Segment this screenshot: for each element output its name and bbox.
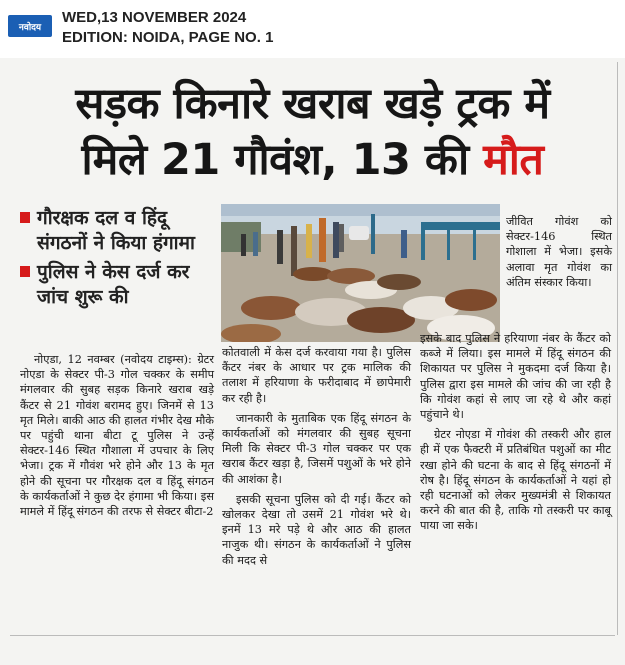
bullet-item [20,206,220,256]
headline-highlight: मौत [483,135,544,185]
headline-line-2-text: मिले 21 गौवंश, 13 की [81,135,469,185]
bullet-text: गौरक्षक दल व हिंदू संगठनों ने किया हंगामा [37,207,195,254]
article-paragraph: इसकी सूचना पुलिस को दी गई। कैंटर को खोलकर देखा तो उसमें 21 गोवंश भरे थे। इनमें 13 मरे पड़े थे और आठ की हालत नाजुक थी। संगठन के कार्यकर्ताओं ने पुलिस की मदद से [222,492,411,567]
article-paragraph: ग्रेटर नोएडा में गोवंश की तस्करी और हाल ही में एक फैक्टरी में प्रतिबंधित पशुओं का मीट रखा होने की घटना के बाद से हिंदू संगठनों में रोष है। हिंदू संगठन के कार्यकर्ताओं ने यहां हो रही घटनाओं को लेकर मुख्यमंत्री से शिकायत करने की बात की है, ताकि गो तस्करी पर काबू पाया जा सके। [420,428,611,533]
article-paragraph: इसके बाद पुलिस ने हरियाणा नंबर के कैंटर को कब्जे में लिया। इस मामले में हिंदू संगठन की शिकायत पर पुलिस ने मुकदमा दर्ज किया है। पुलिस द्वारा इस मामले की जांच की जा रही है कि गोवंश कहां से लाए जा रहे थे और कहां पहुंचाने थे। [420,332,611,422]
article-paragraph: जानकारी के मुताबिक एक हिंदू संगठन के कार्यकर्ताओं को मंगलवार की सुबह सूचना मिली कि सेक्टर पी-3 गोल चक्कर पर एक खराब कैंटर खड़ा है, जिसमें पशुओं के भरे होने की आशंका है। [222,411,411,486]
page-edge-divider [617,62,618,635]
bullet-item [20,260,220,310]
article-column-1: नोएडा, 12 नवम्बर (नवोदय टाइम्स): ग्रेटर नोएडा के सेक्टर पी-3 गोल चक्कर के समीप मंगलवार की सुबह सड़क किनारे खराब खड़े कैंटर से 21 गोवंश बरामद हुए। जिनमें से 13 मृत मिले। बाकी आठ की हालत गंभीर देख मौके पर पहुंची थाना बीटा टू पुलिस ने उन्हें सेक्टर-146 स्थित गौशाला में उपचार के लिए भेजा। ट्रक में गौवंश भरे होने और 13 के मृत होने की सूचना पर गौरक्षक दल व हिंदू संगठन के कार्यकर्ताओं ने कुछ देर हंगामा भी किया। इस मामले में हिंदू संगठन की तरफ से सेक्टर बीटा-2 [20,353,214,519]
bullet-square-icon [20,212,30,223]
edition-date: WED,13 NOVEMBER 2024 [62,9,247,26]
highlight-bullets [20,206,220,314]
article-column-3 [420,331,611,534]
bullet-square-icon [20,266,30,277]
headline-line-2 [0,132,625,188]
headline-line-1: सड़क किनारे खराब खड़े ट्रक में [75,79,550,129]
newspaper-logo[interactable]: नवोदय [8,15,52,37]
article-column-3-top: जीवित गोवंश को सेक्टर-146 स्थित गोशाला में भेजा। इसके अलावा मृत गोवंश का अंतिम संस्कार किया। [506,215,612,289]
top-bar [0,0,625,58]
article-column-2 [222,345,411,568]
section-divider [10,635,615,636]
article-paragraph: कोतवाली में केस दर्ज करवाया गया है। पुलिस कैंटर नंबर के आधार पर ट्रक मालिक की तलाश में हरियाणा के फरीदाबाद में छापेमारी कर रही है। [222,346,411,405]
edition-label: EDITION: NOIDA, PAGE NO. 1 [62,29,274,46]
article-headline [0,76,625,188]
edition-info [62,8,273,48]
news-photo [221,204,500,342]
news-photo-illustration [221,204,500,342]
bullet-text: पुलिस ने केस दर्ज कर जांच शुरू की [37,261,190,308]
